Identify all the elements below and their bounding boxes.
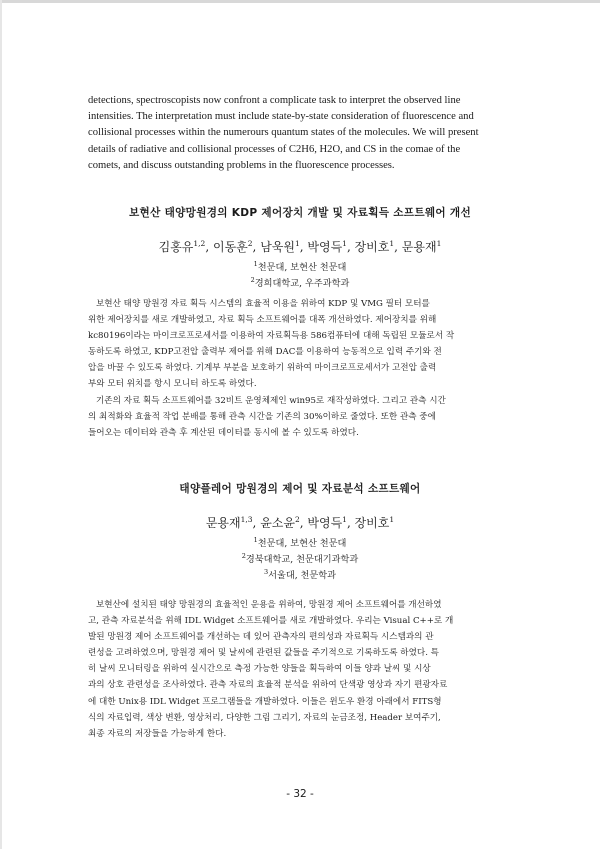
body-line: 련성을 고려하였으며, 망원경 제어 및 날씨에 관련된 값들을 주기적으로 기록하도록 하였다. 특 <box>88 648 439 659</box>
paper1-body <box>88 296 521 441</box>
author-sup: 1 <box>294 239 300 248</box>
paper1-affiliation-1 <box>0 259 600 273</box>
paper1-affiliation-2 <box>0 275 600 289</box>
body-line: 의 최적화와 효율적 작업 분배를 통해 관측 시간을 기존의 30%이하로 줄였다. 또한 관측 중에 <box>88 411 436 422</box>
affiliation-text: 서울대, 천문학과 <box>268 570 337 581</box>
paper2-affiliation-1 <box>0 535 600 549</box>
paper2-authors: 문용재$^{1,3}$, 윤소윤$^2$, 박영득$^1$, 장비호$^1$ <box>205 515 395 530</box>
abstract-line: details of radiative and collisional processes of C2H6, H2O, and CS in the comae of the <box>88 143 461 155</box>
paper2-title: 태양플레어 망원경의 제어 및 자료분석 소프트웨어 <box>179 483 421 495</box>
paper2-body <box>88 597 521 742</box>
author-sup: 1 <box>342 239 347 248</box>
body-line: 에 대한 Unix용 IDL Widget 프로그램들을 개발하였다. 이들은 윈도우 환경 아래에서 FITS형 <box>88 696 442 707</box>
body-line: 위한 제어장치를 새로 개발하였고, 자료 획득 소프트웨어를 대폭 개선하였다. 제어장치를 위해 <box>88 315 437 326</box>
abstract-line: detections, spectroscopists now confront a complicate task to interpret the observed line <box>88 95 461 106</box>
body-line: 고, 관측 자료분석을 위해 IDL Widget 소프트웨어를 새로 개발하였다. 우리는 Visual C++로 개 <box>88 616 454 627</box>
body-line: 최종 자료의 저장들을 가능하게 한다. <box>88 728 227 739</box>
author-name: 박영득 <box>307 240 343 254</box>
affiliation-sup: 1 <box>253 535 258 544</box>
author-name: 남욱원 <box>260 240 295 254</box>
author-name: 이동훈 <box>212 240 248 254</box>
affiliation-text: 천문대, 보현산 천문대 <box>257 538 347 549</box>
abstract-line: collisional processes within the numerours quantum states of the molecules. We will present <box>88 127 479 139</box>
continued-abstract <box>88 93 528 174</box>
author-name: 김홍유 <box>158 240 194 254</box>
affiliation-text: 경북대학교, 천문대기과학과 <box>245 554 359 565</box>
paper2-affiliation-3 <box>0 567 600 581</box>
scan-edge-top <box>0 0 600 3</box>
author-sup: 1,3 <box>240 515 253 524</box>
page-number: - 32 - <box>286 788 314 800</box>
paper2-affiliation-2 <box>0 551 600 565</box>
affiliation-text: 천문대, 보현산 천문대 <box>257 262 347 273</box>
author-name: 문용재 <box>205 516 241 530</box>
body-line: 히 날씨 모니터링을 위하여 실시간으로 측정 가능한 양들을 획득하여 이들 양과 날씨 및 시상 <box>88 664 431 675</box>
author-sup: 1 <box>436 239 442 248</box>
affiliation-sup: 2 <box>250 275 255 284</box>
author-name: 장비호 <box>354 516 390 530</box>
body-line: 보현산 태양 망원경 자료 획득 시스템의 효율적 이용을 위하여 KDP 및 VMG 필터 모터를 <box>96 299 430 309</box>
body-line: 압을 바꿀 수 있도록 하였다. 기계부 부분을 보호하기 위하여 마이크로프로세서가 고전압 출력 <box>88 363 437 374</box>
paper1-title: 보현산 태양망원경의 KDP 제어장치 개발 및 자료획득 소프트웨어 개선 <box>129 207 471 219</box>
affiliation-text: 경희대학교, 우주과학과 <box>254 278 350 289</box>
scan-edge-left <box>0 0 2 849</box>
author-sup: 1,2 <box>193 239 206 248</box>
body-line: 동하도록 하였고, KDP고전압 출력부 제어를 위해 DAC를 이용하여 능동적으로 입력 주기와 전 <box>88 347 442 358</box>
author-sup: 1 <box>342 515 347 524</box>
author-name: 윤소윤 <box>260 516 295 530</box>
body-line: 부와 모터 위치를 항시 모니터 하도록 하였다. <box>88 379 257 390</box>
body-line: kc80196이라는 마이크로프로세서를 이용하여 자료획득용 586컴퓨터에 대해 독립된 모듈로서 작 <box>88 331 455 342</box>
body-line: 들어오는 데이터와 관측 후 계산된 데이터를 동시에 볼 수 있도록 하였다. <box>88 427 359 438</box>
body-line: 과의 상호 관련성을 조사하였다. 관측 자료의 효율적 분석을 위하여 단색광 영상과 자기 편광자료 <box>88 680 448 691</box>
abstract-line: comets, and discuss outstanding problems in the fluorescence processes. <box>88 159 395 171</box>
affiliation-sup: 1 <box>253 259 258 268</box>
paper1-authors: 김홍유$^{1,2}$, 이동훈$^2$, 남욱원$^1$, 박영득$^1$, 장비호$^1$, 문용재$^1$ <box>158 239 442 254</box>
body-line: 발된 망원경 제어 소프트웨어를 개선하는 데 있어 관측자의 편의성과 자료획득 시스템과의 관 <box>88 632 434 643</box>
affiliation-sup: 2 <box>241 551 246 560</box>
body-line: 기존의 자료 획득 소프트웨어를 32비트 운영체제인 win95로 재작성하였다. 그리고 관측 시간 <box>96 395 446 406</box>
affiliation-sup: 3 <box>263 567 269 576</box>
body-line: 보현산에 설치된 태양 망원경의 효율적인 운용을 위하여, 망원경 제어 소프트웨어를 개선하였 <box>96 600 442 610</box>
body-line: 식의 자료입력, 색상 변환, 영상처리, 다양한 그림 그리기, 자료의 눈금조정, Header 보여주기, <box>88 712 441 723</box>
abstract-line: intensities. The interpretation must include state-by-state consideration of fluorescence and <box>88 111 474 123</box>
author-sup: 1 <box>389 239 395 248</box>
author-sup: 1 <box>389 515 395 524</box>
author-sup: 2 <box>247 239 253 248</box>
author-sup: 2 <box>294 515 300 524</box>
author-name: 박영득 <box>307 516 343 530</box>
author-name: 장비호 <box>354 240 390 254</box>
author-name: 문용재 <box>401 240 437 254</box>
